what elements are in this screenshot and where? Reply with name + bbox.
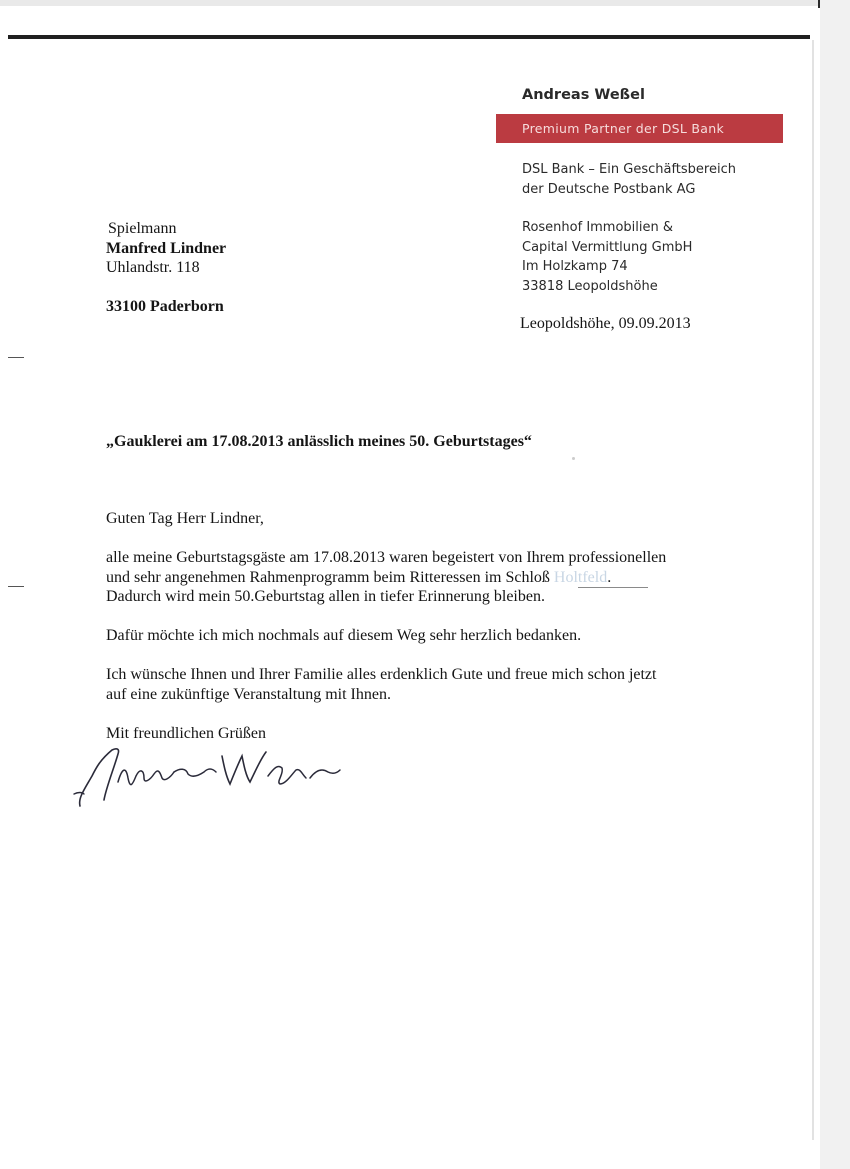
subject-line: „Gauklerei am 17.08.2013 anlässlich meines 50. Geburtstages“: [106, 433, 532, 450]
handwritten-signature: [70, 738, 360, 818]
body-line: Dafür möchte ich mich nochmals auf diesem Weg sehr herzlich bedanken.: [106, 627, 582, 644]
sender-name: Andreas Weßel: [522, 87, 645, 103]
scan-right-line: [812, 40, 814, 1140]
body-line: alle meine Geburtstagsgäste am 17.08.2013 waren begeistert von Ihrem professionellen: [106, 549, 667, 566]
underline-mark: [578, 587, 648, 588]
letterhead-rule: [8, 35, 810, 39]
date-line: Leopoldshöhe, 09.09.2013: [520, 315, 691, 332]
scan-top-edge: [0, 0, 850, 6]
recipient-name: Manfred Lindner: [106, 239, 227, 257]
letter-body: [106, 509, 746, 743]
recipient-address: [106, 219, 226, 316]
recipient-role: Spielmann: [108, 220, 177, 237]
body-text: .: [607, 568, 612, 586]
recipient-street: Uhlandstr. 118: [106, 259, 200, 276]
fold-mark: [8, 357, 24, 358]
sender-address-line: Rosenhof Immobilien &: [522, 220, 674, 235]
salutation: Guten Tag Herr Lindner,: [106, 510, 264, 527]
sender-address-line: 33818 Leopoldshöhe: [522, 278, 658, 294]
redacted-place-name: Holtfeld: [553, 568, 608, 586]
closing: Mit freundlichen Grüßen: [106, 724, 266, 742]
body-line: Dadurch wird mein 50.Geburtstag allen in tiefer Erinnerung bleiben.: [106, 588, 545, 605]
sender-bank-line: der Deutsche Postbank AG: [522, 181, 696, 197]
scan-right-edge: [820, 0, 850, 1169]
fold-mark: [8, 586, 24, 587]
body-text: und sehr angenehmen Rahmenprogramm beim Ritteressen im Schloß: [106, 568, 554, 586]
sender-address-block: [522, 218, 692, 296]
sender-bank-block: [522, 160, 736, 199]
body-line: [106, 568, 746, 588]
scan-speck: [572, 457, 575, 460]
body-line: auf eine zukünftige Veranstaltung mit Ihnen.: [106, 685, 391, 703]
recipient-city: 33100 Paderborn: [106, 297, 224, 315]
sender-address-line: Capital Vermittlung GmbH: [522, 239, 693, 255]
sender-banner: Premium Partner der DSL Bank: [496, 114, 783, 143]
body-line: Ich wünsche Ihnen und Ihrer Familie alles erdenklich Gute und freue mich schon jetzt: [106, 666, 657, 683]
sender-address-line: Im Holzkamp 74: [522, 259, 628, 274]
sender-bank-line: DSL Bank – Ein Geschäftsbereich: [522, 162, 736, 177]
